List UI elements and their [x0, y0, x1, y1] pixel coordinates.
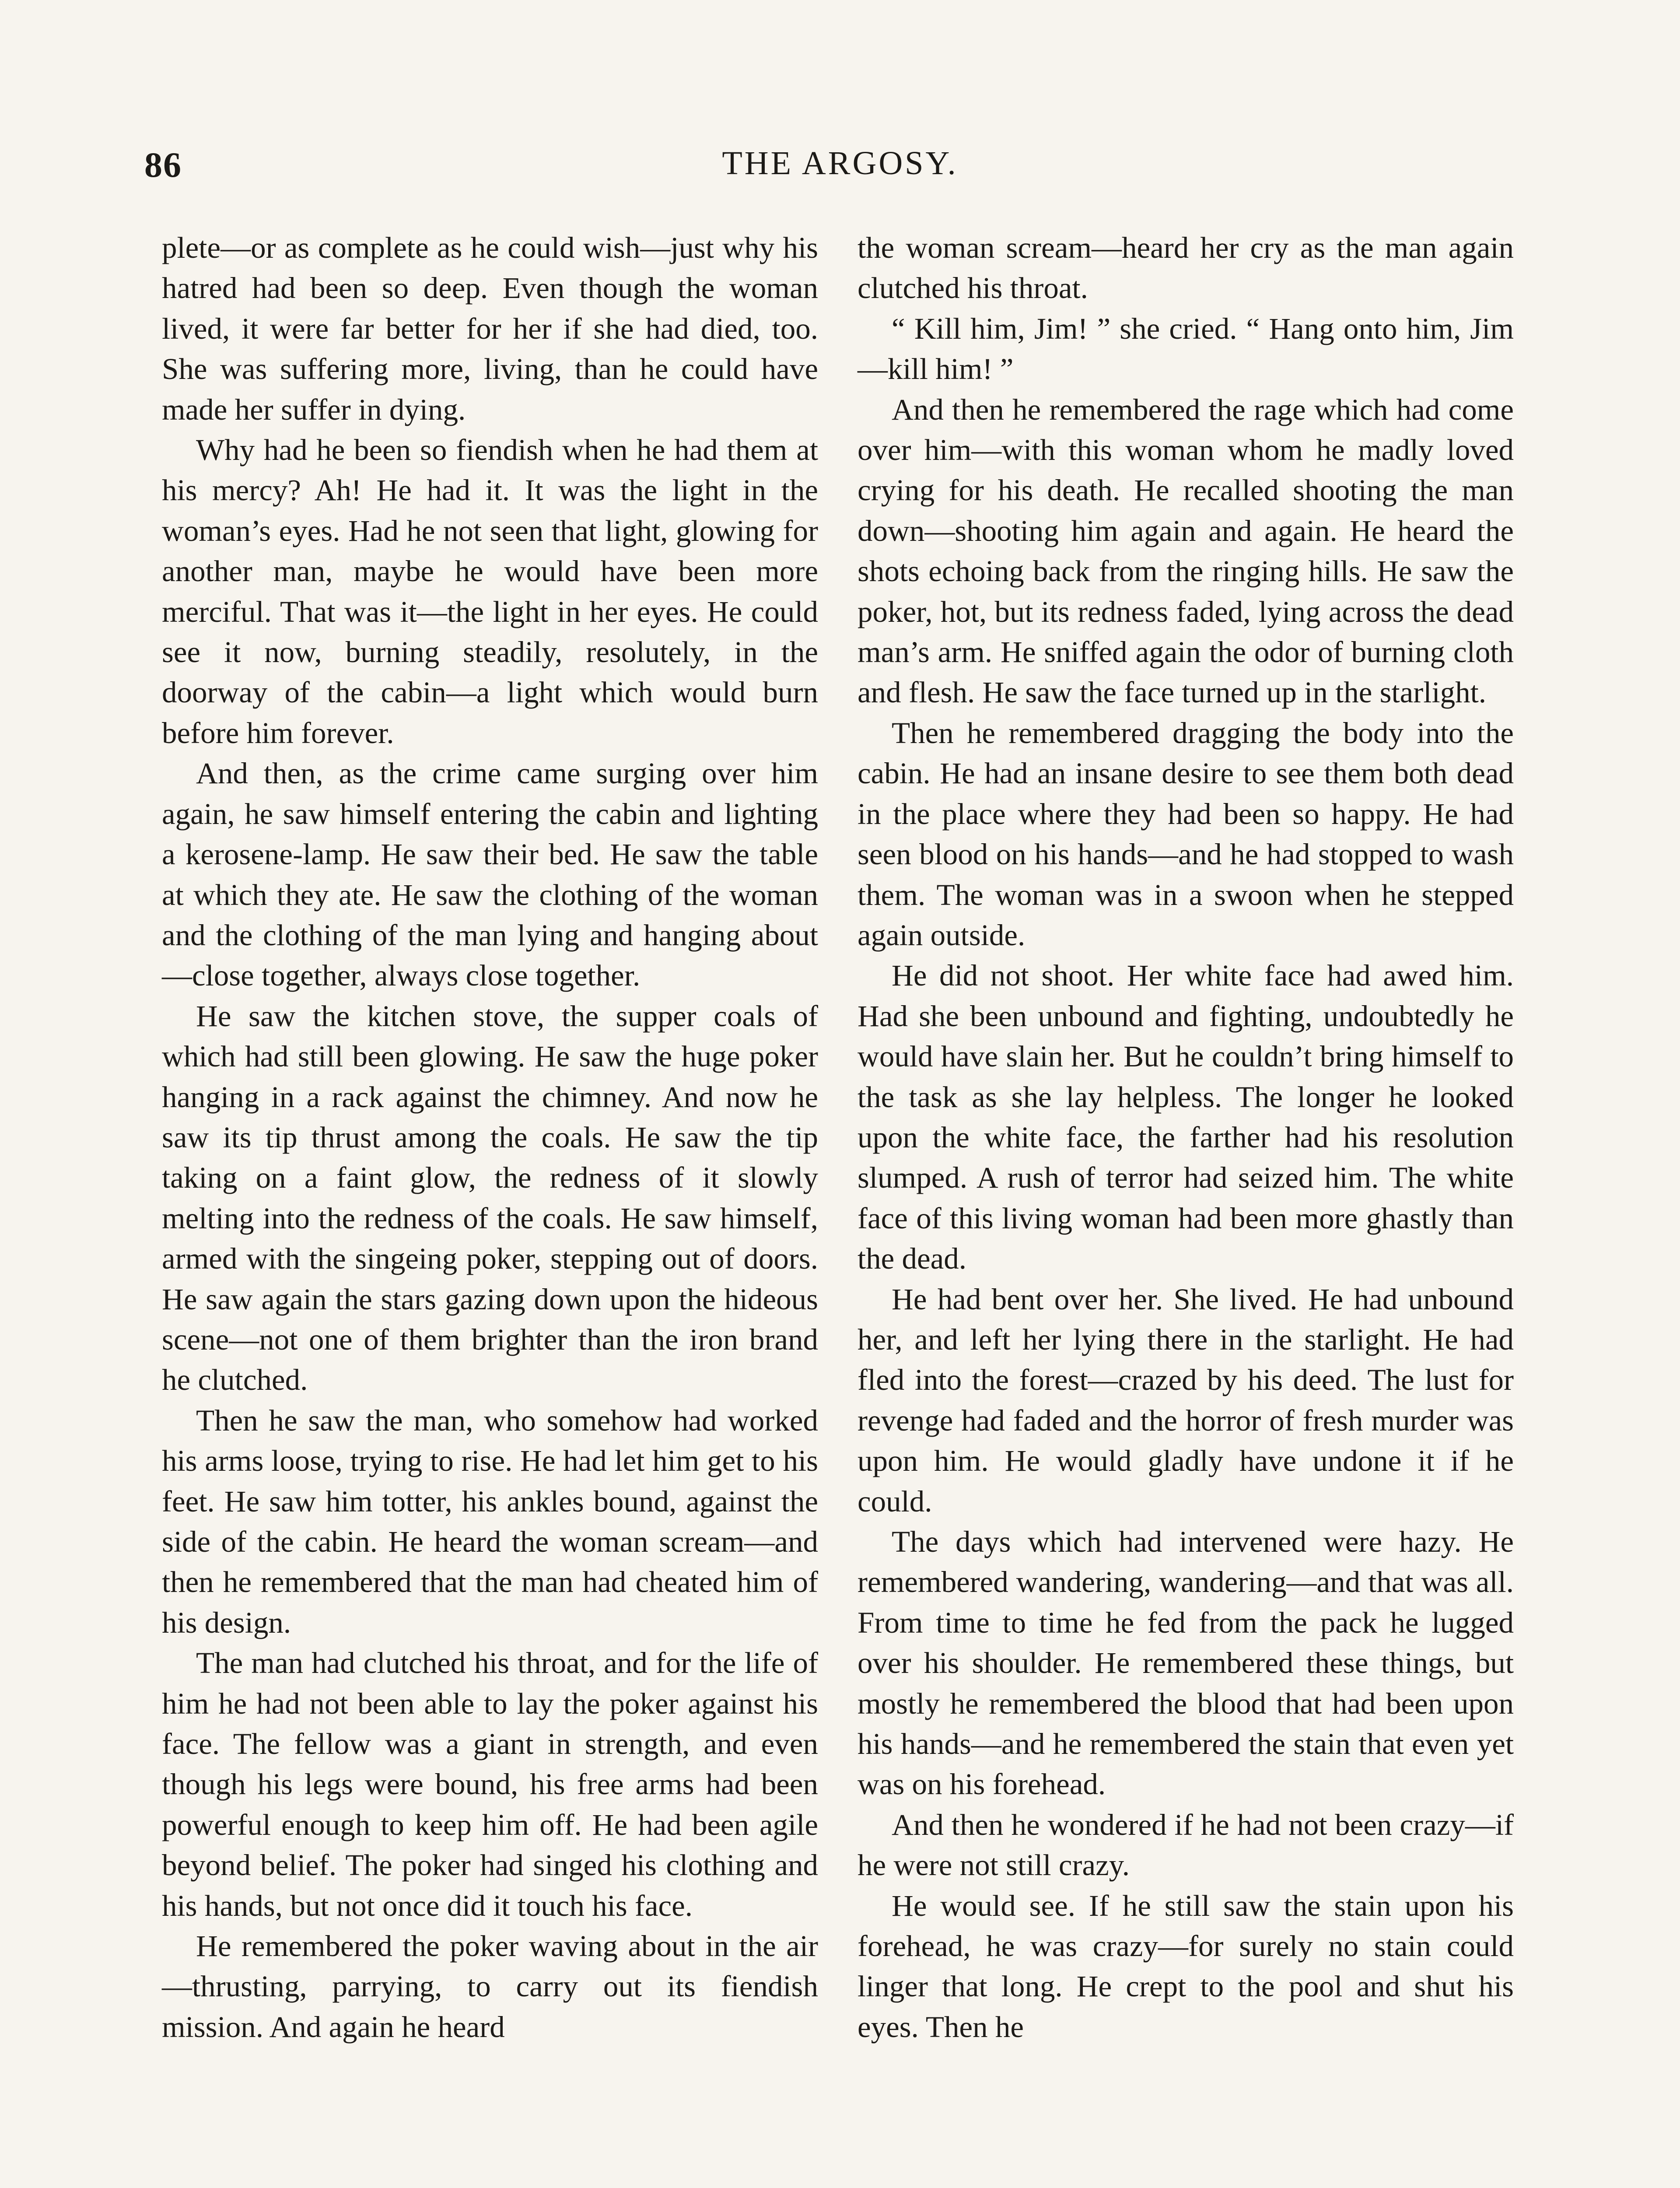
left-column [162, 228, 818, 2047]
paragraph: “ Kill him, Jim! ” she cried. “ Hang onto him, Jim—kill him! ” [858, 312, 1514, 386]
paragraph: Then he saw the man, who somehow had worked his arms loose, trying to rise. He had let him get to his feet. He saw him totter, his ankles bound, against the side of the cabin. He heard the woman scream—and then he remembered that the man had cheated him of his design. [162, 1403, 818, 1639]
paragraph: He saw the kitchen stove, the supper coals of which had still been glowing. He saw the huge poker hanging in a rack against the chimney. And now he saw its tip thrust among the coals. He saw the tip taking on a faint glow, the redness of it slowly melting into the redness of the coals. He saw himself, armed with the singeing poker, stepping out of doors. He saw again the stars gazing down upon the hideous scene—not one of them brighter than the iron brand he clutched. [162, 999, 818, 1397]
page-number: 86 [144, 145, 182, 185]
paragraph: And then, as the crime came surging over him again, he saw himself entering the cabin and lighting a kerosene-lamp. He saw their bed. He saw the table at which they ate. He saw the clothing of the woman and the clothing of the man lying and hanging about—close together, always close together. [162, 757, 818, 992]
paragraph: He remembered the poker waving about in the air—thrusting, parrying, to carry out its fiendish mission. And again he heard [162, 1929, 818, 2044]
right-column [858, 228, 1514, 2047]
paragraph: The days which had intervened were hazy. He remembered wandering, wandering—and that was all. From time to time he fed from the pack he lugged over his shoulder. He remembered these things, but mostly he remembered the blood that had been upon his hands—and he remembered the stain that even yet was on his forehead. [858, 1525, 1514, 1801]
paragraph: The man had clutched his throat, and for the life of him he had not been able to lay the poker against his face. The fellow was a giant in strength, and even though his legs were bound, his free arms had been powerful enough to keep him off. He had been agile beyond belief. The poker had singed his clothing and his hands, but not once did it touch his face. [162, 1646, 818, 1922]
paragraph: He would see. If he still saw the stain upon his forehead, he was crazy—for surely no stain could linger that long. He crept to the pool and shut his eyes. Then he [858, 1889, 1514, 2044]
paragraph: He did not shoot. Her white face had awed him. Had she been unbound and fighting, undoubtedly he would have slain her. But he couldn’t bring himself to the task as she lay helpless. The longer he looked upon the white face, the farther had his resolution slumped. A rush of terror had seized him. The white face of this living woman had been more ghastly than the dead. [858, 959, 1514, 1276]
paragraph: Why had he been so fiendish when he had them at his mercy? Ah! He had it. It was the light in the woman’s eyes. Had he not seen that light, glowing for another man, maybe he would have been more merciful. That was it—the light in her eyes. He could see it now, burning steadily, resolutely, in the doorway of the cabin—a light which would burn before him forever. [162, 433, 818, 750]
paragraph: And then he wondered if he had not been crazy—if he were not still crazy. [858, 1808, 1514, 1882]
paragraph: He had bent over her. She lived. He had unbound her, and left her lying there in the starlight. He had fled into the forest—crazed by his deed. The lust for revenge had faded and the horror of fresh murder was upon him. He would gladly have undone it if he could. [858, 1282, 1514, 1518]
paragraph: And then he remembered the rage which had come over him—with this woman whom he madly loved crying for his death. He recalled shooting the man down—shooting him again and again. He heard the shots echoing back from the ringing hills. He saw the poker, hot, but its redness faded, lying across the dead man’s arm. He sniffed again the odor of burning cloth and flesh. He saw the face turned up in the starlight. [858, 393, 1514, 709]
paragraph: plete—or as complete as he could wish—just why his hatred had been so deep. Even though the woman lived, it were far better for her if she had died, too. She was suffering more, living, than he could have made her suffer in dying. [162, 231, 818, 426]
paragraph: Then he remembered dragging the body into the cabin. He had an insane desire to see them both dead in the place where they had been so happy. He had seen blood on his hands—and he had stopped to wash them. The woman was in a swoon when he stepped again outside. [858, 716, 1514, 952]
running-title: THE ARGOSY. [722, 145, 958, 182]
page-header [144, 144, 1536, 193]
paragraph: the woman scream—heard her cry as the man again clutched his throat. [858, 231, 1514, 305]
